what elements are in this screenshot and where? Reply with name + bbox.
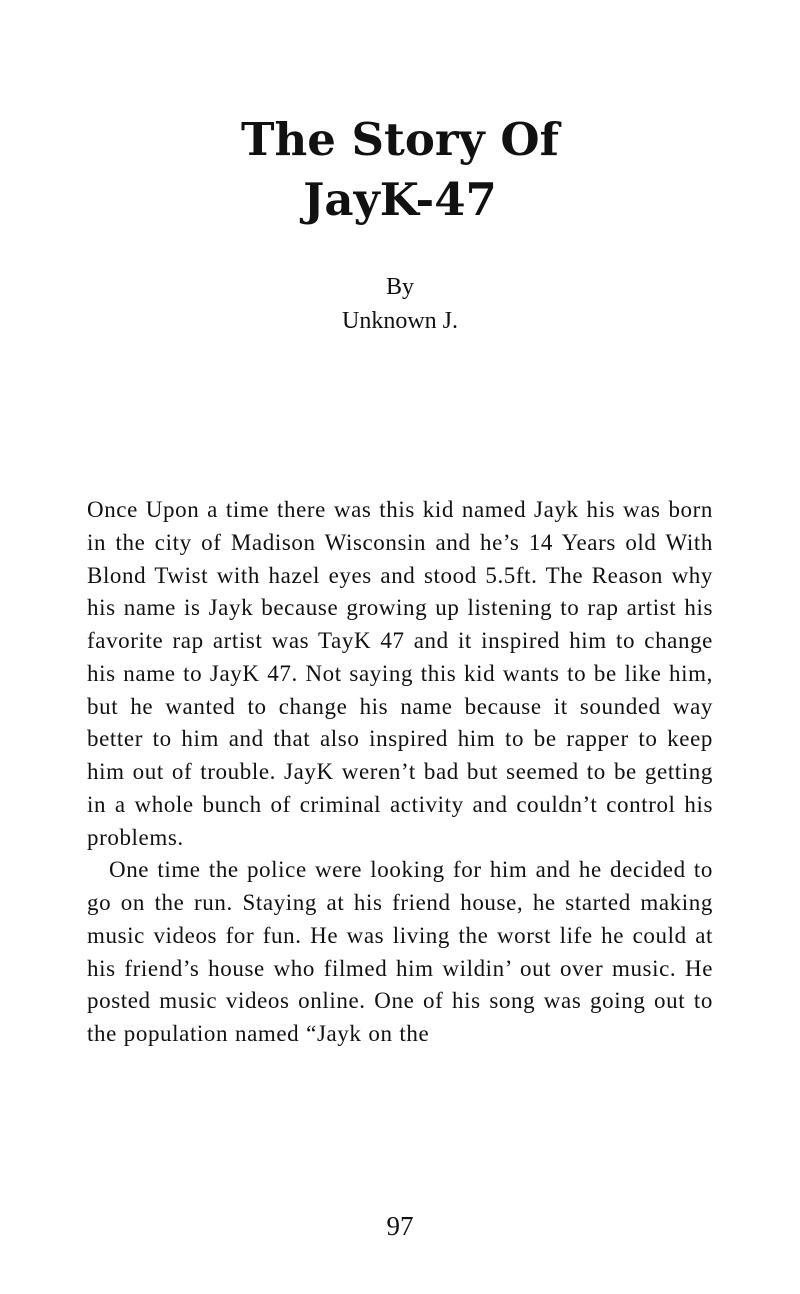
story-title-line-1: The Story Of	[241, 113, 559, 166]
story-title-line-2: JayK-47	[303, 173, 497, 226]
byline-author: Unknown J.	[341, 308, 458, 334]
body-paragraph-1: Once Upon a time there was this kid named Jayk his was born in the city of Madison Wisconsin and he’s 14 Years old With Blond Twist with hazel eyes and stood 5.5ft. The Reason why his name is Jayk because growing up listening to rap artist his favorite rap artist was TayK 47 and it inspired him to change his name to JayK 47. Not saying this kid wants to be like him, but he wanted to change his name because it sounded way better to him and that also inspired him to be rapper to keep him out of trouble. JayK weren’t bad but seemed to be getting in a whole bunch of criminal activity and couldn’t control his problems.	[87, 497, 713, 850]
story-title	[0, 110, 800, 230]
byline-by: By	[385, 274, 414, 300]
story-body	[87, 494, 713, 1051]
body-paragraph-2: One time the police were looking for him and he decided to go on the run. Staying at his friend house, he started making music videos for fun. He was living the worst life he could at his friend’s house who filmed him wildin’ out over music. He posted music videos online. One of his song was going out to the population named “Jayk on the	[87, 857, 713, 1046]
page-number: 97	[386, 1211, 414, 1241]
byline	[0, 270, 800, 338]
